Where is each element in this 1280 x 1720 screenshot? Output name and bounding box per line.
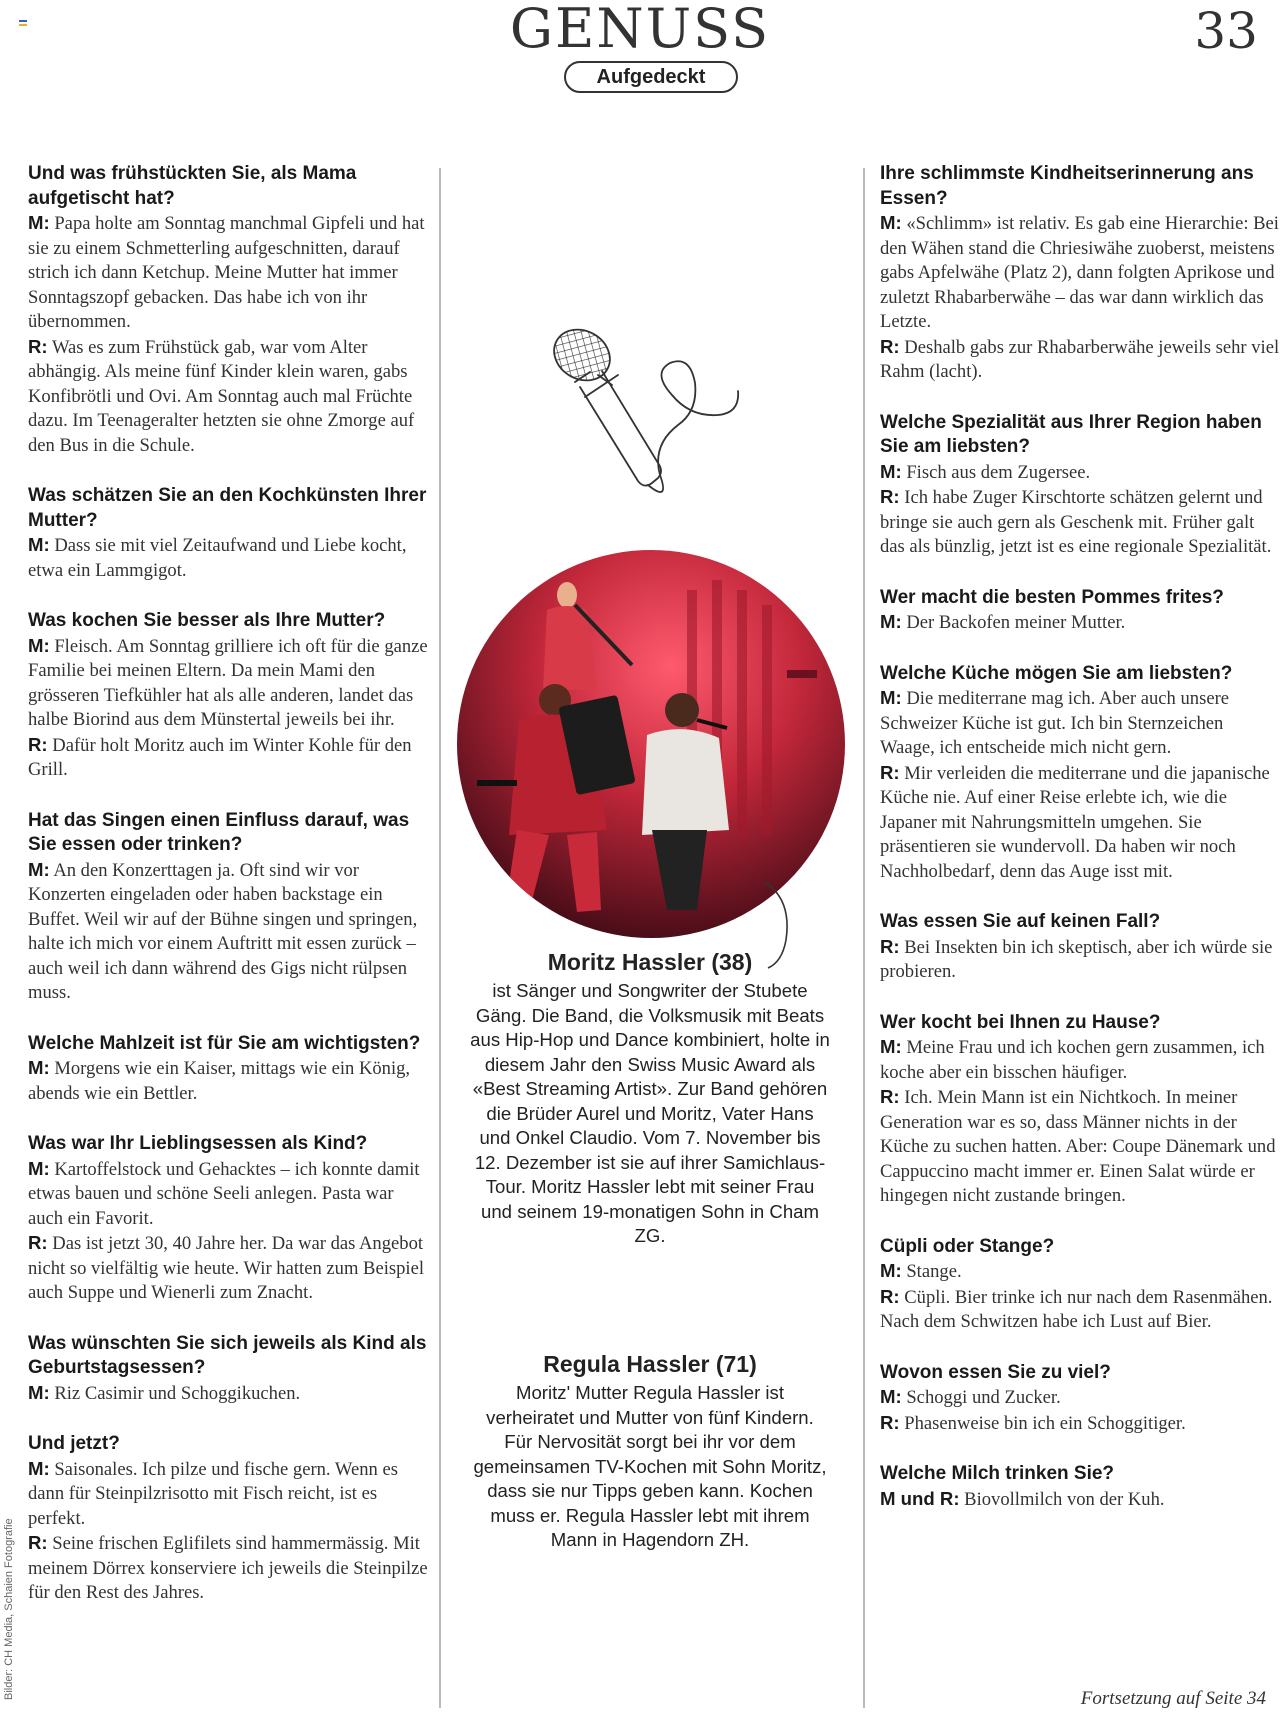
answer (880, 460, 1280, 486)
speaker-label: M: (880, 1260, 902, 1281)
section-badge: Aufgedeckt (564, 61, 738, 93)
speaker-label: M: (880, 611, 902, 632)
question: Cüpli oder Stange? (880, 1235, 1055, 1257)
speaker-label: R: (28, 733, 48, 755)
qa-block (880, 1462, 1280, 1512)
page-header (0, 0, 1280, 100)
qa-block (28, 609, 432, 783)
answer (28, 1056, 432, 1106)
speaker-label: R: (880, 1086, 900, 1107)
question: Was essen Sie auf keinen Fall? (880, 911, 1161, 932)
answer-text: Cüpli. Bier trinke ich nur nach dem Rasenmähen. Nach dem Schwitzen habe ich Lust auf Bier. (880, 1286, 1273, 1332)
answer (28, 533, 432, 583)
qa-block (28, 1132, 432, 1306)
question: Was schätzen Sie an den Kochkünsten Ihrer Mutter? (28, 485, 427, 531)
answer (28, 733, 432, 783)
answer (880, 610, 1280, 636)
bio-moritz-text: ist Sänger und Songwriter der Stubete Gäng. Die Band, die Volksmusik mit Beats aus Hip-Hop und Dance kombiniert, holte in diesem Jahr den Swiss Music Award als «Best Streaming Artist». Zur Band gehören die Brüder Aurel und Moritz, Vater Hans und Onkel Claudio. Vom 7. November bis 12. Dezember ist sie auf ihrer Samichlaus-Tour. Moritz Hassler lebt mit seiner Frau und seinem 19-monatigen Sohn in Cham ZG. (470, 980, 830, 1246)
qa-block (28, 1032, 432, 1107)
qa-block (28, 1432, 432, 1606)
question: Wer kocht bei Ihnen zu Hause? (880, 1011, 1161, 1033)
answer (28, 1531, 432, 1606)
speaker-label: M: (28, 534, 50, 555)
answer (880, 485, 1280, 560)
answer (880, 935, 1280, 985)
question: Wovon essen Sie zu viel? (880, 1361, 1111, 1383)
speaker-label: R: (28, 1232, 48, 1253)
speaker-label: M: (880, 1036, 902, 1057)
answer (28, 1381, 432, 1407)
qa-block (28, 809, 432, 1006)
answer-text: Ich. Mein Mann ist ein Nichtkoch. In meiner Generation war es so, dass Männer nichts in der Küche zu suchen hatten. Aber: Coupe Dänemark und Cappuccino macht immer er. Einen Salat würde er hingegen nicht zustande bringen. (880, 1087, 1276, 1206)
qa-block (880, 411, 1280, 560)
answer-text: Saisonales. Ich pilze und fische gern. Wenn es dann für Steinpilzrisotto mit Fisch reicht, ist es perfekt. (28, 1458, 398, 1529)
answer (880, 1285, 1280, 1335)
qa-block (880, 586, 1280, 636)
answer-text: Riz Casimir und Schoggikuchen. (54, 1382, 301, 1404)
column-divider-left (439, 168, 441, 1708)
question: Welche Milch trinken Sie? (880, 1463, 1115, 1484)
left-column (28, 162, 432, 1632)
bio-regula-text: Moritz' Mutter Regula Hassler ist verheiratet und Mutter von fünf Kindern. Für Nervosität sorgt bei ihr vor dem gemeinsamen TV-Kochen mit Sohn Moritz, dass sie nur Tipps geben kann. Kochen muss er. Regula Hassler lebt mit ihrem Mann in Hagendorn ZH. (473, 1382, 827, 1550)
answer (880, 761, 1280, 885)
speaker-label: R: (880, 1411, 900, 1433)
question: Was kochen Sie besser als Ihre Mutter? (28, 610, 386, 631)
qa-block (880, 1011, 1280, 1209)
answer-text: Deshalb gabs zur Rhabarberwähe jeweils sehr viel Rahm (lacht). (880, 336, 1280, 382)
speaker-label: R: (880, 1285, 900, 1307)
answer (880, 1411, 1280, 1437)
speaker-label: M: (880, 212, 902, 233)
question: Welche Mahlzeit ist für Sie am wichtigsten? (28, 1032, 421, 1054)
answer-text: Das ist jetzt 30, 40 Jahre her. Da war das Angebot nicht so vielfältig wie heute. Wir hatten zum Beispiel auch Suppe und Wienerli zum Znacht. (28, 1233, 424, 1303)
question: Welche Küche mögen Sie am liebsten? (880, 662, 1233, 684)
answer (880, 1259, 1280, 1285)
answer (28, 1157, 432, 1232)
page-number: 33 (1194, 2, 1258, 60)
answer-text: «Schlimm» ist relativ. Es gab eine Hierarchie: Bei den Wähen stand die Chriesiwähe zuoberst, meistens gabs Apfelwähe (Platz 2), dann folgten Aprikose und zuletzt Rhabarberwähe – das war dann wirklich das Letzte. (880, 213, 1279, 332)
question: Was wünschten Sie sich jeweils als Kind als Geburtstagsessen? (28, 1332, 427, 1378)
speaker-label: M: (880, 1386, 902, 1407)
answer-text: Papa holte am Sonntag manchmal Gipfeli und hat sie zu einem Schmetterling aufgeschnitten, darauf strich ich dann Ketchup. Meine Mutter hat immer Sonntagszopf gebacken. Das habe ich von ihr übernommen. (28, 213, 425, 332)
answer-text: Stange. (906, 1261, 962, 1282)
speaker-label: R: (28, 335, 48, 357)
right-column (880, 162, 1280, 1538)
continuation-note: Fortsetzung auf Seite 34 (1080, 1688, 1266, 1709)
answer-text: An den Konzerttagen ja. Oft sind wir vor Konzerten eingeladen oder haben backstage ein Buffet. Weil wir auf der Bühne singen und springen, halte ich mich vor einem Auftritt mit essen zurück – auch weil ich dann während des Gigs nicht rülpsen muss. (28, 859, 418, 1003)
speaker-label: M: (28, 1057, 50, 1078)
speaker-label: M: (28, 1157, 50, 1179)
answer-text: Seine frischen Eglifilets sind hammermässig. Mit meinem Dörrex konserviere ich jeweils die Steinpilze für den Rest des Jahres. (28, 1533, 428, 1603)
speaker-label: R: (880, 335, 900, 357)
photo-credit: Bilder: CH Media, Schaien Fotografie (3, 1518, 15, 1700)
answer-text: Fisch aus dem Zugersee. (906, 461, 1091, 483)
question: Und jetzt? (28, 1433, 120, 1454)
answer-text: Ich habe Zuger Kirschtorte schätzen gelernt und bringe sie auch gern als Geschenk mit. Früher galt das als bünzlig, jetzt ist es eine regionale Spezialität. (880, 487, 1272, 557)
section-title: GENUSS (509, 0, 771, 60)
qa-block (880, 1361, 1280, 1437)
qa-block (880, 162, 1280, 385)
qa-block (880, 662, 1280, 885)
speaker-label: M und R: (880, 1487, 960, 1509)
bio-moritz-name: Moritz Hassler (38) (547, 949, 753, 975)
answer-text: Biovollmilch von der Kuh. (964, 1488, 1165, 1510)
question: Hat das Singen einen Einfluss darauf, was Sie essen oder trinken? (28, 809, 410, 855)
speaker-label: R: (28, 1532, 48, 1553)
answer (880, 1487, 1280, 1513)
speaker-label: M: (880, 687, 902, 708)
qa-block (28, 1332, 432, 1407)
bio-regula-name: Regula Hassler (71) (543, 1351, 757, 1377)
speaker-label: R: (880, 486, 900, 507)
answer (28, 1231, 432, 1306)
answer-text: Dass sie mit viel Zeitaufwand und Liebe kocht, etwa ein Lammgigot. (28, 535, 407, 581)
speaker-label: M: (28, 858, 50, 880)
answer-text: Meine Frau und ich kochen gern zusammen, ich koche aber ein bisschen häufiger. (880, 1037, 1265, 1083)
answer (880, 211, 1280, 335)
qa-block (28, 162, 432, 458)
qa-block (880, 910, 1280, 985)
column-divider-right (863, 168, 865, 1708)
speaker-label: R: (880, 761, 900, 783)
speaker-label: M: (28, 1457, 50, 1479)
answer-text: Dafür holt Moritz auch im Winter Kohle für den Grill. (28, 734, 412, 780)
answer (880, 1085, 1280, 1209)
answer-text: Fleisch. Am Sonntag grilliere ich oft für die ganze Familie bei meinen Eltern. Da mein Mami den grösseren Tiefkühler hat als alle anderen, landet das halbe Biorind aus dem Münstertal jeweils bei ihr. (28, 635, 428, 730)
answer-text: Kartoffelstock und Gehacktes – ich konnte damit etwas bauen und schöne Seeli anlegen. Pasta war auch ein Favorit. (28, 1158, 420, 1229)
answer (28, 634, 432, 733)
answer-text: Phasenweise bin ich ein Schoggitiger. (904, 1412, 1186, 1434)
question: Und was frühstückten Sie, als Mama aufgetischt hat? (28, 163, 357, 209)
bio-moritz (470, 947, 830, 1249)
answer (28, 1457, 432, 1532)
question: Ihre schlimmste Kindheitserinnerung ans Essen? (880, 163, 1254, 209)
answer (880, 1385, 1280, 1411)
qa-block (880, 1235, 1280, 1335)
answer (880, 686, 1280, 761)
qa-block (28, 484, 432, 583)
microphone-icon (540, 325, 750, 515)
answer-text: Die mediterrane mag ich. Aber auch unsere Schweizer Küche ist gut. Ich bin Sternzeichen Waage, ich entscheide mich nicht gern. (880, 688, 1230, 758)
answer-text: Morgens wie ein Kaiser, mittags wie ein König, abends wie ein Bettler. (28, 1058, 411, 1104)
speaker-label: R: (880, 935, 900, 957)
answer (28, 211, 432, 335)
question: Welche Spezialität aus Ihrer Region haben Sie am liebsten? (880, 411, 1262, 457)
speaker-label: M: (28, 1381, 50, 1403)
answer-text: Der Backofen meiner Mutter. (906, 612, 1126, 633)
speaker-label: M: (880, 460, 902, 482)
answer-text: Mir verleiden die mediterrane und die japanische Küche nie. Auf einer Reise erlebte ich, wie die Japaner mit Nahrungsmitteln umgehen. Sie präsentieren sie wundervoll. Da haben wir noch Nachholbedarf, denn das Auge isst mit. (880, 762, 1270, 882)
bio-regula (470, 1349, 830, 1553)
question: Was war Ihr Lieblingsessen als Kind? (28, 1133, 368, 1154)
answer (880, 335, 1280, 385)
answer (28, 335, 432, 459)
answer-text: Was es zum Frühstück gab, war vom Alter abhängig. Als meine fünf Kinder klein waren, gabs Konfibrötli und Ovi. Am Sonntag auch mal Früchte dazu. Im Teenageralter hetzten sie ohne Zmorge auf den Bus in die Schule. (28, 336, 415, 456)
answer-text: Bei Insekten bin ich skeptisch, aber ich würde sie probieren. (880, 936, 1273, 982)
answer (880, 1035, 1280, 1085)
answer (28, 858, 432, 1006)
speaker-label: M: (28, 634, 50, 656)
question: Wer macht die besten Pommes frites? (880, 586, 1224, 608)
speaker-label: M: (28, 212, 50, 233)
answer-text: Schoggi und Zucker. (906, 1387, 1061, 1408)
